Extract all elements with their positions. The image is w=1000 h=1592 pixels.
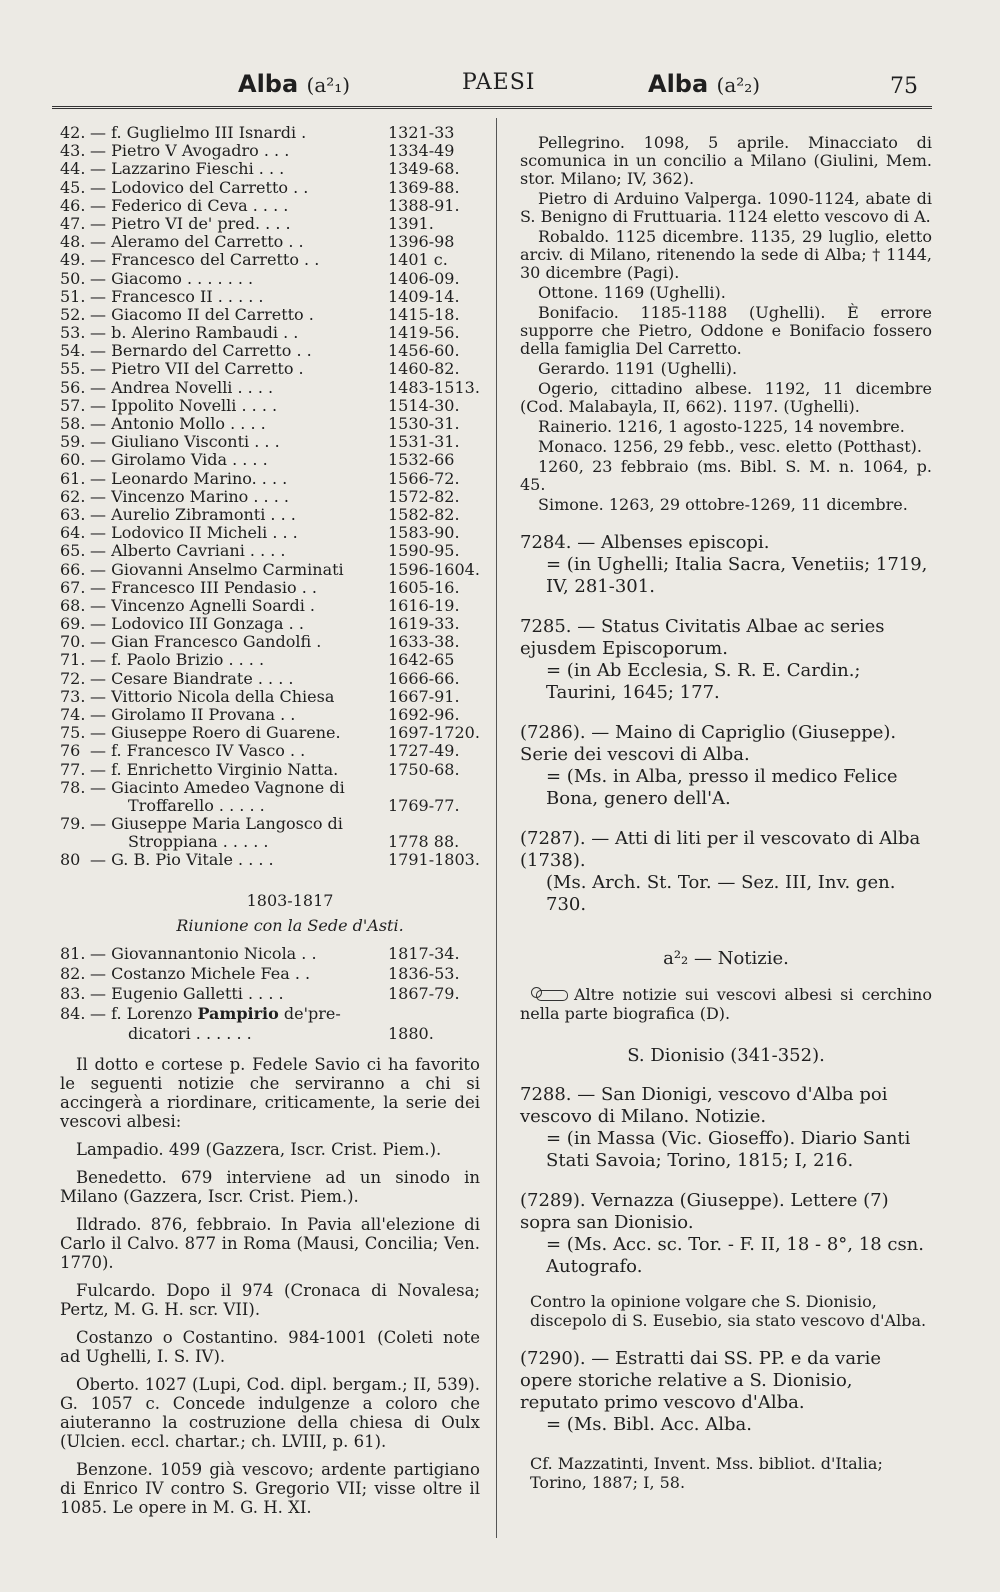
list-item-name: — G. B. Pio Vitale . . . .	[90, 849, 274, 869]
plain-note: Contro la opinione volgare che S. Dionisio, discepolo di S. Eusebio, sia stato vescovo d'Alba.	[530, 1292, 927, 1330]
list-item-name: — Giacomo . . . . . . .	[90, 268, 254, 288]
list-item-dates: 1456-60.	[388, 341, 460, 361]
name-part: de'pre-	[278, 1003, 341, 1023]
note-entry: Fulcardo. Dopo il 974 (Cronaca di Novalesa; Pertz, M. G. H. scr. VII).	[60, 1280, 480, 1319]
list-item-number: 57.	[60, 395, 86, 415]
list-item-dates: 1867-79.	[388, 983, 460, 1003]
note-entry: Benzone. 1059 già vescovo; ardente partigiano di Enrico IV contro S. Gregorio VII; visse oltre il 1085. Le opere in M. G. H. XI.	[60, 1459, 480, 1517]
note-entry: Ogerio, cittadino albese. 1192, 11 dicembre (Cod. Malabayla, II, 662). 1197. (Ughelli).	[520, 379, 932, 416]
bib-entry-head: (7290). — Estratti dai SS. PP. e da varie opere storiche relative a S. Dionisio, reputato primo vescovo d'Alba.	[520, 1348, 882, 1413]
list-item-dates: 1778 88.	[388, 831, 460, 851]
list-item	[60, 451, 480, 469]
list-item	[60, 179, 480, 197]
right-header-title	[648, 70, 760, 98]
list-item	[60, 851, 480, 869]
list-item-dates: 1596-1604.	[388, 559, 480, 579]
list-item-name: — f. Enrichetto Virginio Natta.	[90, 759, 339, 779]
list-item-number: 65.	[60, 541, 86, 561]
bib-entry-head: 7284. — Albenses episcopi.	[520, 532, 770, 553]
header-rule	[52, 106, 932, 109]
list-item-number: 46.	[60, 195, 86, 215]
list-item	[60, 379, 480, 397]
list-item-name: — f. Francesco IV Vasco . .	[90, 741, 306, 761]
right-notes	[520, 134, 932, 514]
list-item-name: — Leonardo Marino. . . .	[90, 468, 288, 488]
list-item-dates: 1531-31.	[388, 432, 460, 452]
note-entry: 1260, 23 febbraio (ms. Bibl. S. M. n. 1064, p. 45.	[520, 457, 932, 494]
bib-entry-head: 7288. — San Dionigi, vescovo d'Alba poi vescovo di Milano. Notizie.	[520, 1084, 888, 1127]
bib-entry-line: = (in Ughelli; Italia Sacra, Venetiis; 1719, IV, 281-301.	[546, 554, 928, 597]
section-period-subtitle: Riunione con la Sede d'Asti.	[176, 915, 404, 935]
list-item-name	[90, 1005, 341, 1023]
list-item	[60, 706, 480, 724]
list-item-dates: 1406-09.	[388, 268, 460, 288]
note-entry: Ildrado. 876, febbraio. In Pavia all'elezione di Carlo il Calvo. 877 in Roma (Mausi, Concilia; Ven. 1770).	[60, 1214, 480, 1272]
list-item-name-cont: Troffarello . . . . .	[128, 795, 265, 815]
list-item-number: 83.	[60, 983, 86, 1003]
list-item-name: — Lodovico II Micheli . . .	[90, 523, 298, 543]
list-item-name: — Gian Francesco Gandolfi .	[90, 632, 322, 652]
list-item-number: 60.	[60, 450, 86, 470]
list-item-dates: 1880.	[388, 1023, 434, 1043]
list-item	[60, 561, 480, 579]
list-item	[60, 160, 480, 178]
list-item-number: 77.	[60, 759, 86, 779]
note-entry: Rainerio. 1216, 1 agosto-1225, 14 novembre.	[538, 417, 905, 436]
list-item-name: — Vincenzo Marino . . . .	[90, 486, 289, 506]
bib-entry-line: (Ms. Arch. St. Tor. — Sez. III, Inv. gen. 730.	[546, 872, 896, 915]
note-entry: Robaldo. 1125 dicembre. 1135, 29 luglio, eletto arciv. di Milano, ritenendo la sede di Alba; † 1144, 30 dicembre (Pagi).	[520, 227, 932, 282]
list-item-number: 76	[60, 741, 81, 761]
list-item-name: — Andrea Novelli . . . .	[90, 377, 274, 397]
list-item-name: — Giacomo II del Carretto .	[90, 304, 314, 324]
list-item-number: 51.	[60, 286, 86, 306]
list-item	[60, 270, 480, 288]
column-divider	[496, 118, 497, 1538]
list-item-number: 71.	[60, 650, 86, 670]
list-item	[60, 288, 480, 306]
list-item-name: — Alberto Cavriani . . . .	[90, 541, 286, 561]
list-item-name: — Federico di Ceva . . . .	[90, 195, 289, 215]
list-item-name: — Giovanni Anselmo Carminati	[90, 559, 344, 579]
list-item-dates: 1769-77.	[388, 795, 460, 815]
list-item-number: 70.	[60, 632, 86, 652]
list-item	[60, 542, 480, 560]
note-entry: Pietro di Arduino Valperga. 1090-1124, abate di S. Benigno di Fruttuaria. 1124 eletto vescovo di A.	[520, 189, 932, 226]
list-item-name: — Bernardo del Carretto . .	[90, 341, 312, 361]
list-item-name: — Vittorio Nicola della Chiesa	[90, 686, 335, 706]
list-item-number: 58.	[60, 414, 86, 433]
list-item-dates: 1514-30.	[388, 395, 460, 415]
list-item	[60, 985, 480, 1005]
list-item-number: 61.	[60, 468, 86, 488]
list-item-name: — f. Guglielmo III Isnardi .	[90, 123, 307, 142]
bib-entry-head: 7285. — Status Civitatis Albae ac series ejusdem Episcoporum.	[520, 616, 885, 659]
list-item	[60, 815, 480, 851]
list-item-number: 72.	[60, 668, 86, 688]
list-item-dates: 1750-68.	[388, 759, 460, 779]
list-item-name: — Costanzo Michele Fea . .	[90, 963, 311, 983]
list-item	[60, 215, 480, 233]
list-item	[60, 761, 480, 779]
list-item-number: 80	[60, 849, 81, 869]
list-item-dates: 1836-53.	[388, 963, 460, 983]
bib-entry	[520, 722, 932, 810]
list-item-name: — b. Alerino Rambaudi . .	[90, 323, 299, 343]
notice-text-body: Altre notizie sui vescovi albesi si cerchino nella parte biografica (D).	[520, 985, 932, 1023]
bib-entry-line: = (Ms. Bibl. Acc. Alba.	[546, 1414, 752, 1435]
bishops-list-last	[60, 1005, 480, 1045]
name-bold-part: Pampirio	[197, 1003, 279, 1023]
list-item-name: — Cesare Biandrate . . . .	[90, 668, 294, 688]
list-item-dates: 1583-90.	[388, 523, 460, 543]
list-item-name: — Eugenio Galletti . . . .	[90, 983, 284, 1003]
list-item-dates: 1349-68.	[388, 159, 460, 179]
list-item-dates: 1415-18.	[388, 304, 460, 324]
list-item-name-cont: dicatori . . . . . .	[128, 1023, 252, 1043]
list-item-name: — Francesco del Carretto . .	[90, 250, 320, 270]
list-item-number: 49.	[60, 250, 86, 270]
list-item-number: 42.	[60, 123, 86, 142]
note-entry: Pellegrino. 1098, 5 aprile. Minacciato di scomunica in un concilio a Milano (Giulini, Mem. stor. Milano; IV, 362).	[520, 133, 932, 188]
list-item	[60, 397, 480, 415]
list-item-name-cont: Stroppiana . . . . .	[128, 831, 269, 851]
bib-entry-line: = (Ms. Acc. sc. Tor. - F. II, 18 - 8°, 18 csn. Autografo.	[546, 1234, 924, 1277]
list-item-dates: 1666-66.	[388, 668, 460, 688]
note-entry: Simone. 1263, 29 ottobre-1269, 11 dicembre.	[538, 495, 908, 514]
list-item	[60, 579, 480, 597]
note-entry: Bonifacio. 1185-1188 (Ughelli). È errore supporre che Pietro, Oddone e Bonifacio fossero della famiglia Del Carretto.	[520, 303, 932, 358]
list-item-dates: 1396-98	[388, 232, 455, 252]
list-item	[60, 251, 480, 269]
list-item-name: — Antonio Mollo . . . .	[90, 414, 266, 433]
list-item-name: — Pietro VI de' pred. . . .	[90, 213, 291, 233]
list-item-number: 68.	[60, 595, 86, 615]
list-item	[60, 742, 480, 760]
list-item-dates: 1619-33.	[388, 614, 460, 634]
list-item	[60, 633, 480, 651]
list-item-dates: 1532-66	[388, 450, 455, 470]
list-item-name: — f. Paolo Brizio . . . .	[90, 650, 265, 670]
left-notes	[60, 1140, 480, 1517]
intro-paragraph: Il dotto e cortese p. Fedele Savio ci ha favorito le seguenti notizie che serviranno a chi si accingerà a riordinare, criticamente, la serie dei vescovi albesi:	[60, 1054, 480, 1131]
footer-reference: Cf. Mazzatinti, Invent. Mss. bibliot. d'Italia; Torino, 1887; I, 58.	[530, 1454, 883, 1492]
list-item-name: — Lodovico del Carretto . .	[90, 177, 309, 197]
list-item	[60, 597, 480, 615]
right-header-subsection: (a²₂)	[716, 73, 761, 97]
name-part: — f. Lorenzo	[90, 1003, 198, 1023]
list-item-number: 55.	[60, 359, 86, 379]
list-item-dates: 1633-38.	[388, 632, 460, 652]
list-item-dates: 1791-1803.	[388, 849, 480, 869]
list-item-name: — Francesco II . . . . .	[90, 286, 264, 306]
bib-entry	[520, 828, 932, 916]
left-header-title	[238, 70, 350, 98]
list-item-number: 66.	[60, 559, 86, 579]
list-item-number: 59.	[60, 432, 86, 452]
list-item-number: 52.	[60, 304, 86, 324]
list-item-number: 78.	[60, 777, 86, 797]
notice-text	[520, 985, 932, 1023]
bib-entry-line: = (in Ab Ecclesia, S. R. E. Cardin.; Taurini, 1645; 177.	[546, 660, 861, 703]
list-item-number: 63.	[60, 504, 86, 524]
list-item-dates: 1605-16.	[388, 577, 460, 597]
list-item-dates: 1566-72.	[388, 468, 460, 488]
bibliography-list-saint	[520, 1084, 932, 1278]
saint-heading: S. Dionisio (341-352).	[627, 1045, 825, 1066]
list-item-number: 62.	[60, 486, 86, 506]
list-item-name: — Girolamo II Provana . .	[90, 705, 296, 724]
list-item-dates: 1409-14.	[388, 286, 460, 306]
list-item	[60, 965, 480, 985]
list-item-number: 50.	[60, 268, 86, 288]
list-item-number: 45.	[60, 177, 86, 197]
list-item	[60, 779, 480, 815]
bib-entry	[520, 1190, 932, 1278]
list-item-dates: 1642-65	[388, 650, 455, 670]
list-item-name: — Lazzarino Fieschi . . .	[90, 159, 285, 179]
list-item-number: 43.	[60, 141, 86, 161]
list-item-name: — Girolamo Vida . . . .	[90, 450, 268, 470]
list-item-number: 47.	[60, 213, 86, 233]
list-item-name: — Giacinto Amedeo Vagnone di	[90, 777, 345, 797]
list-item-name: — Aleramo del Carretto . .	[90, 232, 304, 252]
list-item	[60, 724, 480, 742]
center-header: PAESI	[462, 70, 536, 95]
list-item	[60, 488, 480, 506]
list-item-name: — Francesco III Pendasio . .	[90, 577, 317, 597]
list-item-dates: 1334-49	[388, 141, 455, 161]
list-item-dates: 1817-34.	[388, 943, 460, 963]
list-item-name: — Ippolito Novelli . . . .	[90, 395, 278, 415]
list-item-name: — Vincenzo Agnelli Soardi .	[90, 595, 315, 615]
bib-entry-line: = (in Massa (Vic. Gioseffo). Diario Santi Stati Savoia; Torino, 1815; I, 216.	[546, 1128, 911, 1171]
list-item-number: 44.	[60, 159, 86, 179]
list-item	[60, 1005, 480, 1045]
left-header-subsection: (a²₁)	[306, 73, 351, 97]
list-item	[60, 142, 480, 160]
list-item-name: — Giuseppe Maria Langosco di	[90, 813, 343, 833]
bib-entry	[520, 1348, 932, 1436]
list-item-dates: 1530-31.	[388, 414, 460, 433]
list-item-dates: 1582-82.	[388, 504, 460, 524]
section-period-title: 1803-1817	[246, 890, 334, 910]
bib-entry	[520, 616, 932, 704]
list-item-dates: 1369-88.	[388, 177, 460, 197]
list-item	[60, 197, 480, 215]
bib-entry	[520, 532, 932, 598]
list-item	[60, 506, 480, 524]
note-entry: Ottone. 1169 (Ughelli).	[538, 283, 726, 302]
pointing-hand-icon	[536, 990, 568, 1001]
list-item-dates: 1572-82.	[388, 486, 460, 506]
list-item-number: 48.	[60, 232, 86, 252]
list-item-name: — Pietro VII del Carretto .	[90, 359, 304, 379]
bishops-list	[60, 124, 480, 869]
list-item	[60, 688, 480, 706]
list-item-number: 53.	[60, 323, 86, 343]
list-item-name: — Giuliano Visconti . . .	[90, 432, 280, 452]
bishops-list-asti	[60, 945, 480, 1005]
list-item	[60, 433, 480, 451]
list-item-number: 75.	[60, 723, 86, 743]
bib-entry-head: (7286). — Maino di Capriglio (Giuseppe). Serie dei vescovi di Alba.	[520, 722, 897, 765]
list-item	[60, 945, 480, 965]
bib-entry	[520, 1084, 932, 1172]
list-item	[60, 324, 480, 342]
left-column	[60, 124, 480, 1517]
list-item-number: 84.	[60, 1003, 86, 1023]
list-item-name: — Pietro V Avogadro . . .	[90, 141, 290, 161]
list-item-number: 73.	[60, 686, 86, 706]
list-item-dates: 1697-1720.	[388, 723, 480, 743]
list-item-number: 74.	[60, 705, 86, 724]
list-item	[60, 470, 480, 488]
running-header	[0, 70, 1000, 110]
list-item-dates: 1391.	[388, 213, 434, 233]
list-item-number: 67.	[60, 577, 86, 597]
right-column	[520, 134, 932, 1492]
list-item	[60, 342, 480, 360]
list-item	[60, 615, 480, 633]
page-number: 75	[890, 74, 918, 99]
list-item-number: 79.	[60, 813, 86, 833]
list-item	[60, 670, 480, 688]
list-item	[60, 306, 480, 324]
list-item-name: — Aurelio Zibramonti . . .	[90, 504, 296, 524]
list-item-number: 64.	[60, 523, 86, 543]
list-item-dates: 1692-96.	[388, 705, 460, 724]
right-header-word: Alba	[648, 70, 709, 98]
bib-entry-head: (7287). — Atti di liti per il vescovato di Alba (1738).	[520, 828, 921, 871]
list-item-number: 54.	[60, 341, 86, 361]
list-item-number: 82.	[60, 963, 86, 983]
list-item-number: 56.	[60, 377, 86, 397]
note-entry: Lampadio. 499 (Gazzera, Iscr. Crist. Piem.).	[76, 1139, 442, 1159]
bib-entry-head: (7289). Vernazza (Giuseppe). Lettere (7) sopra san Dionisio.	[520, 1190, 889, 1233]
list-item-dates: 1460-82.	[388, 359, 460, 379]
list-item-dates: 1590-95.	[388, 541, 460, 561]
note-entry: Monaco. 1256, 29 febb., vesc. eletto (Potthast).	[538, 437, 922, 456]
list-item-dates: 1483-1513.	[388, 377, 480, 397]
bib-entry-line: = (Ms. in Alba, presso il medico Felice Bona, genero dell'A.	[546, 766, 898, 809]
note-entry: Gerardo. 1191 (Ughelli).	[538, 359, 738, 378]
list-item	[60, 360, 480, 378]
list-item-dates: 1419-56.	[388, 323, 460, 343]
list-item	[60, 124, 480, 142]
list-item-name: — Giovannantonio Nicola . .	[90, 943, 317, 963]
list-item-dates: 1401 c.	[388, 250, 448, 270]
left-header-word: Alba	[238, 70, 299, 98]
list-item-dates: 1727-49.	[388, 741, 460, 761]
bibliography-list	[520, 532, 932, 916]
list-item	[60, 415, 480, 433]
list-item-dates: 1616-19.	[388, 595, 460, 615]
note-entry: Costanzo o Costantino. 984-1001 (Coleti note ad Ughelli, I. S. IV).	[60, 1327, 480, 1366]
list-item	[60, 233, 480, 251]
list-item-number: 81.	[60, 943, 86, 963]
note-entry: Oberto. 1027 (Lupi, Cod. dipl. bergam.; II, 539). G. 1057 c. Concede indulgenze a coloro che aiuteranno la costruzione della chiesa di Oulx (Ulcien. eccl. chartar.; ch. LVIII, p. 61).	[60, 1374, 480, 1451]
list-item-name: — Lodovico III Gonzaga . .	[90, 614, 304, 634]
list-item-dates: 1667-91.	[388, 686, 460, 706]
list-item-dates: 1388-91.	[388, 195, 460, 215]
list-item-name: — Giuseppe Roero di Guarene.	[90, 723, 341, 743]
list-item	[60, 651, 480, 669]
list-item-number: 69.	[60, 614, 86, 634]
list-item-dates: 1321-33	[388, 123, 455, 142]
notice-heading: a²₂ — Notizie.	[663, 948, 789, 969]
note-entry: Benedetto. 679 interviene ad un sinodo in Milano (Gazzera, Iscr. Crist. Piem.).	[60, 1167, 480, 1206]
list-item	[60, 524, 480, 542]
